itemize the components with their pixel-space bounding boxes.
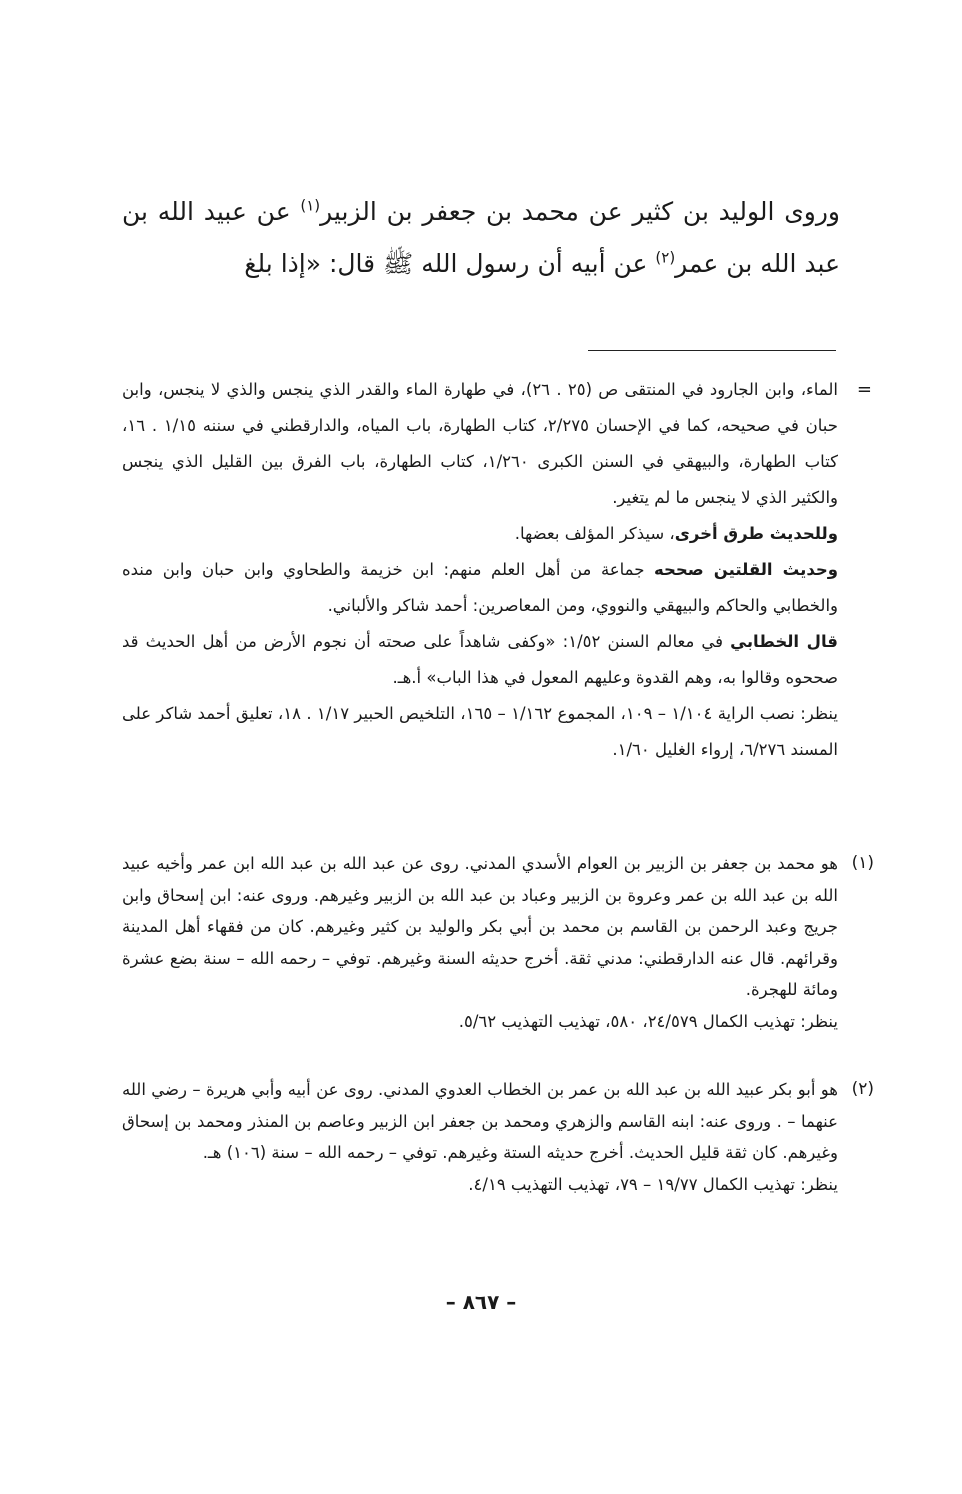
footnote-continuation bbox=[122, 372, 872, 768]
footnote-1 bbox=[122, 848, 874, 1037]
other-paths-paragraph bbox=[122, 516, 838, 552]
khattabi-text: في معالم السنن ١/٥٢: «وكفى شاهداً على صحته أن نجوم الأرض من أهل الحديث قد صححوه وقالوا به، وهم القدوة وعليهم المعول في هذا الباب» أ.هـ. bbox=[122, 632, 838, 687]
other-paths-heading: وللحديث طرق أخرى bbox=[674, 524, 838, 543]
main-line2: الله بن عبد الله بن عمر bbox=[122, 197, 840, 278]
authentication-text: جماعة من أهل العلم منهم: ابن خزيمة والطحاوي وابن حبان وابن منده والخطابي والحاكم والبيهقي والنووي، ومن المعاصرين: أحمد شاكر والألباني. bbox=[122, 560, 838, 615]
footnote-references: ينظر: تهذيب الكمال ٢٤/٥٧٩، ٥٨٠، تهذيب التهذيب ٥/٦٢. bbox=[458, 1011, 838, 1031]
footnote-text: هو محمد بن جعفر بن الزبير بن العوام الأسدي المدني. روى عن عبد الله بن عبد الله ابن عمر وأخيه عبيد الله بن عبد الله بن عمر وعروة بن الزبير وعباد بن عبد الله بن الزبير وغيرهم. وروى عنه: ابن إسحاق وابن جريج وعبد الرحمن بن القاسم بن محمد بن أبي بكر والوليد بن كثير وغيرهم. كان من فقهاء أهل المدينة وقرائهم. قال عنه الدارقطني: مدني ثقة. أخرج حديثه السنة وغيرهم. توفي – رحمه الله – سنة بضع عشرة ومائة للهجرة. bbox=[122, 854, 838, 999]
references-paragraph: ينظر: نصب الراية ١/١٠٤ – ١٠٩، المجموع ١/١٦٢ – ١٦٥، التلخيص الحبير ١/١٧ . ١٨، تعليق أحمد شاكر على المسند ٦/٢٧٦، إرواء الغليل ١/٦٠. bbox=[122, 704, 838, 759]
page-number: – ٨٦٧ – bbox=[445, 1290, 517, 1314]
footnote-number: (٢) bbox=[851, 1079, 874, 1099]
main-text bbox=[122, 186, 840, 290]
footnote-2 bbox=[122, 1074, 874, 1200]
footnote-separator bbox=[588, 350, 836, 351]
authentication-heading: وحديث القلتين صححه bbox=[654, 560, 838, 579]
footnote-ref-1[interactable]: (١) bbox=[300, 196, 321, 215]
khattabi-heading: قال الخطابي bbox=[730, 632, 838, 651]
continuation-marker: = bbox=[856, 379, 872, 400]
khattabi-paragraph bbox=[122, 624, 838, 696]
other-paths-text: ، سيذكر المؤلف بعضها. bbox=[514, 524, 675, 543]
footnote-ref-2[interactable]: (٢) bbox=[655, 248, 676, 267]
main-line2-end: عن أبيه أن رسول الله ﷺ قال: «إذا بلغ bbox=[244, 249, 656, 278]
authentication-paragraph bbox=[122, 552, 838, 624]
main-line1: وروى الوليد بن كثير عن محمد بن جعفر بن الزبير bbox=[320, 197, 840, 226]
main-paragraph bbox=[122, 186, 840, 290]
continuation-paragraph: الماء، وابن الجارود في المنتقى ص (٢٥ . ٢٦)، في طهارة الماء والقدر الذي ينجس والذي لا ينجس، وابن حبان في صحيحه، كما في الإحسان ٢/٢٧٥، كتاب الطهارة، باب المياه، والدارقطني في سننه ١/١٥ . ١٦، كتاب الطهارة، والبيهقي في السنن الكبرى ١/٢٦٠، كتاب الطهارة، باب الفرق بين القليل الذي ينجس والكثير الذي لا ينجس ما لم يتغير. bbox=[122, 380, 838, 507]
footnote-number: (١) bbox=[851, 853, 874, 873]
main-line1-end: عن عبيد bbox=[203, 197, 301, 226]
footnote-text: هو أبو بكر عبيد الله بن عبد الله بن عمر بن الخطاب العدوي المدني. روى عن أبيه وأبي هريرة – رضي الله عنهما – . وروى عنه: ابنه القاسم والزهري ومحمد بن جعفر ابن الزبير وعاصم بن المنذر ومحمد بن إسحاق وغيرهم. كان ثقة قليل الحديث. أخرج حديثه الستة وغيرهم. توفي – رحمه الله – سنة (١٠٦) هـ. bbox=[122, 1080, 838, 1162]
footnote-references: ينظر: تهذيب الكمال ١٩/٧٧ – ٧٩، تهذيب التهذيب ٤/١٩. bbox=[468, 1174, 838, 1194]
